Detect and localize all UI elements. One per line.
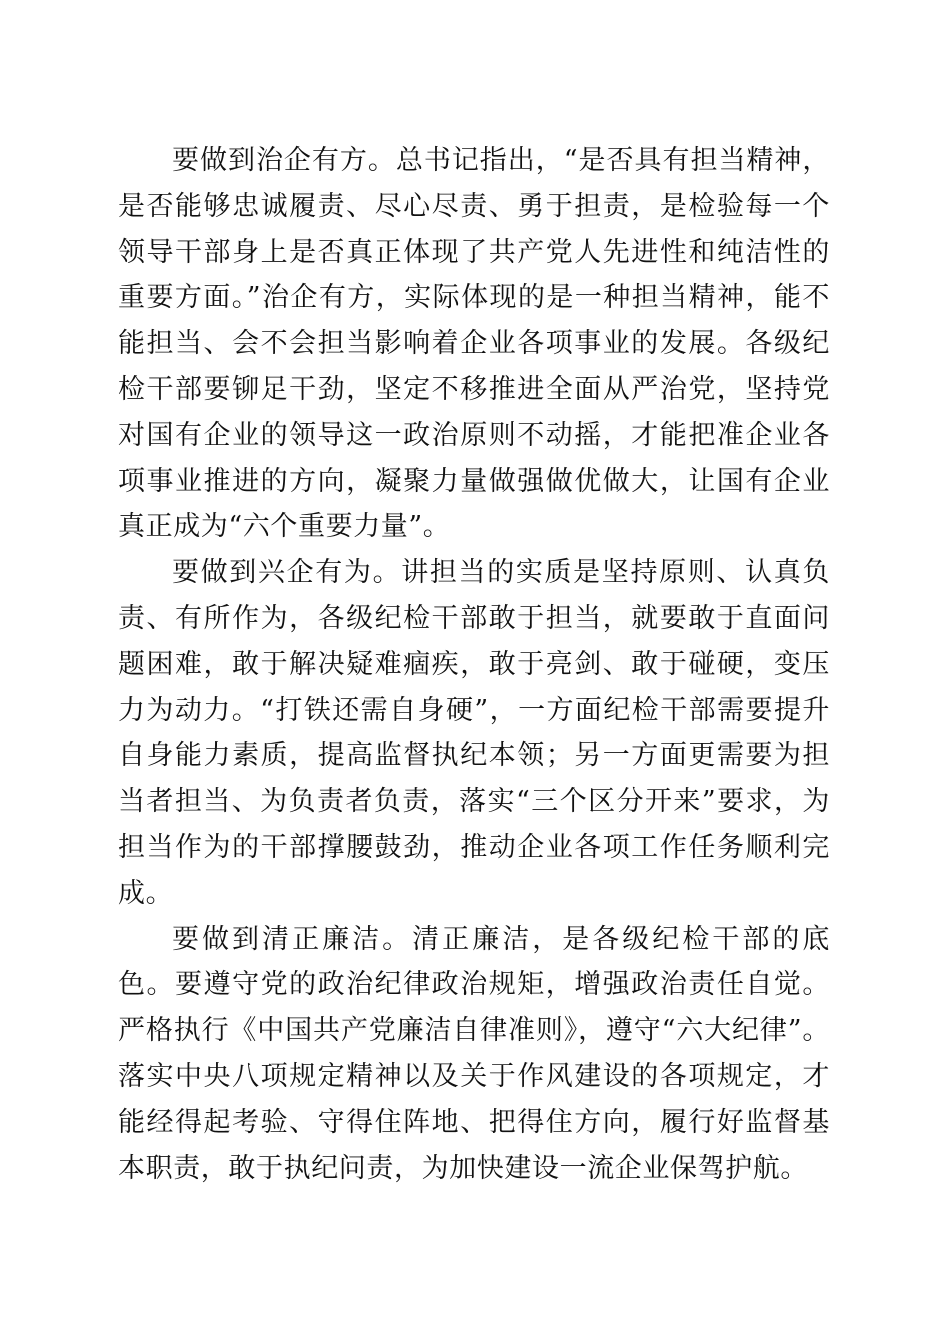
paragraph-integrity: 要做到清正廉洁。清正廉洁，是各级纪检干部的底色。要遵守党的政治纪律政治规矩，增强政治责任自觉。严格执行《中国共产党廉洁自律准则》，遵守“六大纪律”。落实中央八项规定精神以及关于作风建设的各项规定，才能经得起考验、守得住阵地、把得住方向，履行好监督基本职责，敢于执纪问责，为加快建设一流企业保驾护航。 (118, 923, 830, 1184)
paragraph-developing-enterprise: 要做到兴企有为。讲担当的实质是坚持原则、认真负责、有所作为，各级纪检干部敢于担当，就要敢于直面问题困难，敢于解决疑难痼疾，敢于亮剑、敢于碰硬，变压力为动力。“打铁还需自身硬”，一方面纪检干部需要提升自身能力素质，提高监督执纪本领；另一方面更需要为担当者担当、为负责者负责，落实“三个区分开来”要求，为担当作为的干部撑腰鼓劲，推动企业各项工作任务顺利完成。 (118, 557, 830, 909)
paragraph-governing-enterprise: 要做到治企有方。总书记指出，“是否具有担当精神，是否能够忠诚履责、尽心尽责、勇于担责，是检验每一个领导干部身上是否真正体现了共产党人先进性和纯洁性的重要方面。”治企有方，实际体现的是一种担当精神，能不能担当、会不会担当影响着企业各项事业的发展。各级纪检干部要铆足干劲，坚定不移推进全面从严治党，坚持党对国有企业的领导这一政治原则不动摇，才能把准企业各项事业推进的方向，凝聚力量做强做优做大，让国有企业真正成为“六个重要力量”。 (118, 145, 830, 543)
document-body (118, 138, 830, 1191)
